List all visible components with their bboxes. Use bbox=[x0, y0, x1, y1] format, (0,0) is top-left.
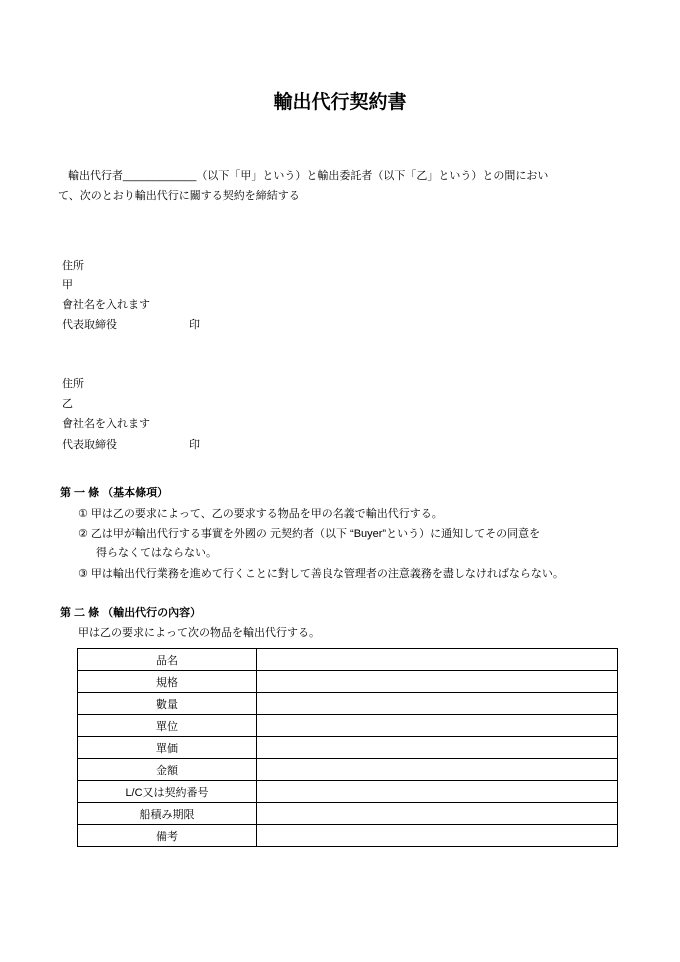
row-value-cell[interactable] bbox=[257, 759, 618, 781]
row-label: 金額 bbox=[78, 759, 257, 781]
article-1-item-1: ① 甲は乙の要求によって、乙の要求する物品を甲の名義で輸出代行する。 bbox=[78, 508, 443, 520]
article-2-heading: 第 二 條 （輸出代行の內容） bbox=[60, 607, 202, 619]
table-row bbox=[78, 759, 618, 781]
intro-line-2: て、次のとおり輸出代行に關する契約を締結する bbox=[58, 190, 300, 202]
article-1-item-3: ③ 甲は輸出代行業務を進めて行くことに對して善良な管理者の注意義務を盡しなければならない。 bbox=[78, 568, 564, 580]
row-label: L/C又は契約番号 bbox=[78, 781, 257, 803]
table-row bbox=[78, 693, 618, 715]
row-value-cell[interactable] bbox=[257, 671, 618, 693]
row-value-cell[interactable] bbox=[257, 693, 618, 715]
intro-line-1: 輸出代行者____________（以下「甲」という）と輸出委託者（以下「乙」という）との間におい bbox=[68, 170, 549, 182]
party-b-representative: 代表取締役 bbox=[62, 439, 117, 451]
row-value-cell[interactable] bbox=[257, 715, 618, 737]
table-row bbox=[78, 803, 618, 825]
table-row bbox=[78, 825, 618, 847]
party-a-address: 住所 bbox=[62, 260, 84, 272]
row-label: 備考 bbox=[78, 825, 257, 847]
row-label: 品名 bbox=[78, 649, 257, 671]
document-title: 輸出代行契約書 bbox=[273, 92, 407, 113]
party-a-seal: 印 bbox=[189, 319, 200, 331]
party-b-seal: 印 bbox=[189, 439, 200, 451]
article-1-item-2-cont: 得らなくてはならない。 bbox=[96, 547, 217, 559]
party-b-label: 乙 bbox=[62, 398, 73, 410]
article-2-text: 甲は乙の要求によって次の物品を輸出代行する。 bbox=[78, 627, 320, 639]
table-row bbox=[78, 781, 618, 803]
row-value-cell[interactable] bbox=[257, 803, 618, 825]
row-value-cell[interactable] bbox=[257, 781, 618, 803]
party-b-company: 會社名を入れます bbox=[62, 418, 150, 430]
table-row bbox=[78, 649, 618, 671]
article-1-heading: 第 一 條 （基本條項） bbox=[60, 487, 169, 499]
table-row bbox=[78, 737, 618, 759]
row-value-cell[interactable] bbox=[257, 825, 618, 847]
party-b-address: 住所 bbox=[62, 378, 84, 390]
party-a-label: 甲 bbox=[62, 279, 73, 291]
row-label: 數量 bbox=[78, 693, 257, 715]
party-a-company: 會社名を入れます bbox=[62, 299, 150, 311]
row-value-cell[interactable] bbox=[257, 737, 618, 759]
party-a-representative: 代表取締役 bbox=[62, 319, 117, 331]
table-row bbox=[78, 715, 618, 737]
row-label: 船積み期限 bbox=[78, 803, 257, 825]
row-value-cell[interactable] bbox=[257, 649, 618, 671]
row-label: 規格 bbox=[78, 671, 257, 693]
goods-table bbox=[77, 648, 618, 847]
row-label: 單価 bbox=[78, 737, 257, 759]
article-1-item-2: ② 乙は甲が輸出代行する事實を外國の 元契約者（以下 “Buyer”という）に通知してその同意を bbox=[78, 528, 541, 540]
table-row bbox=[78, 671, 618, 693]
row-label: 單位 bbox=[78, 715, 257, 737]
